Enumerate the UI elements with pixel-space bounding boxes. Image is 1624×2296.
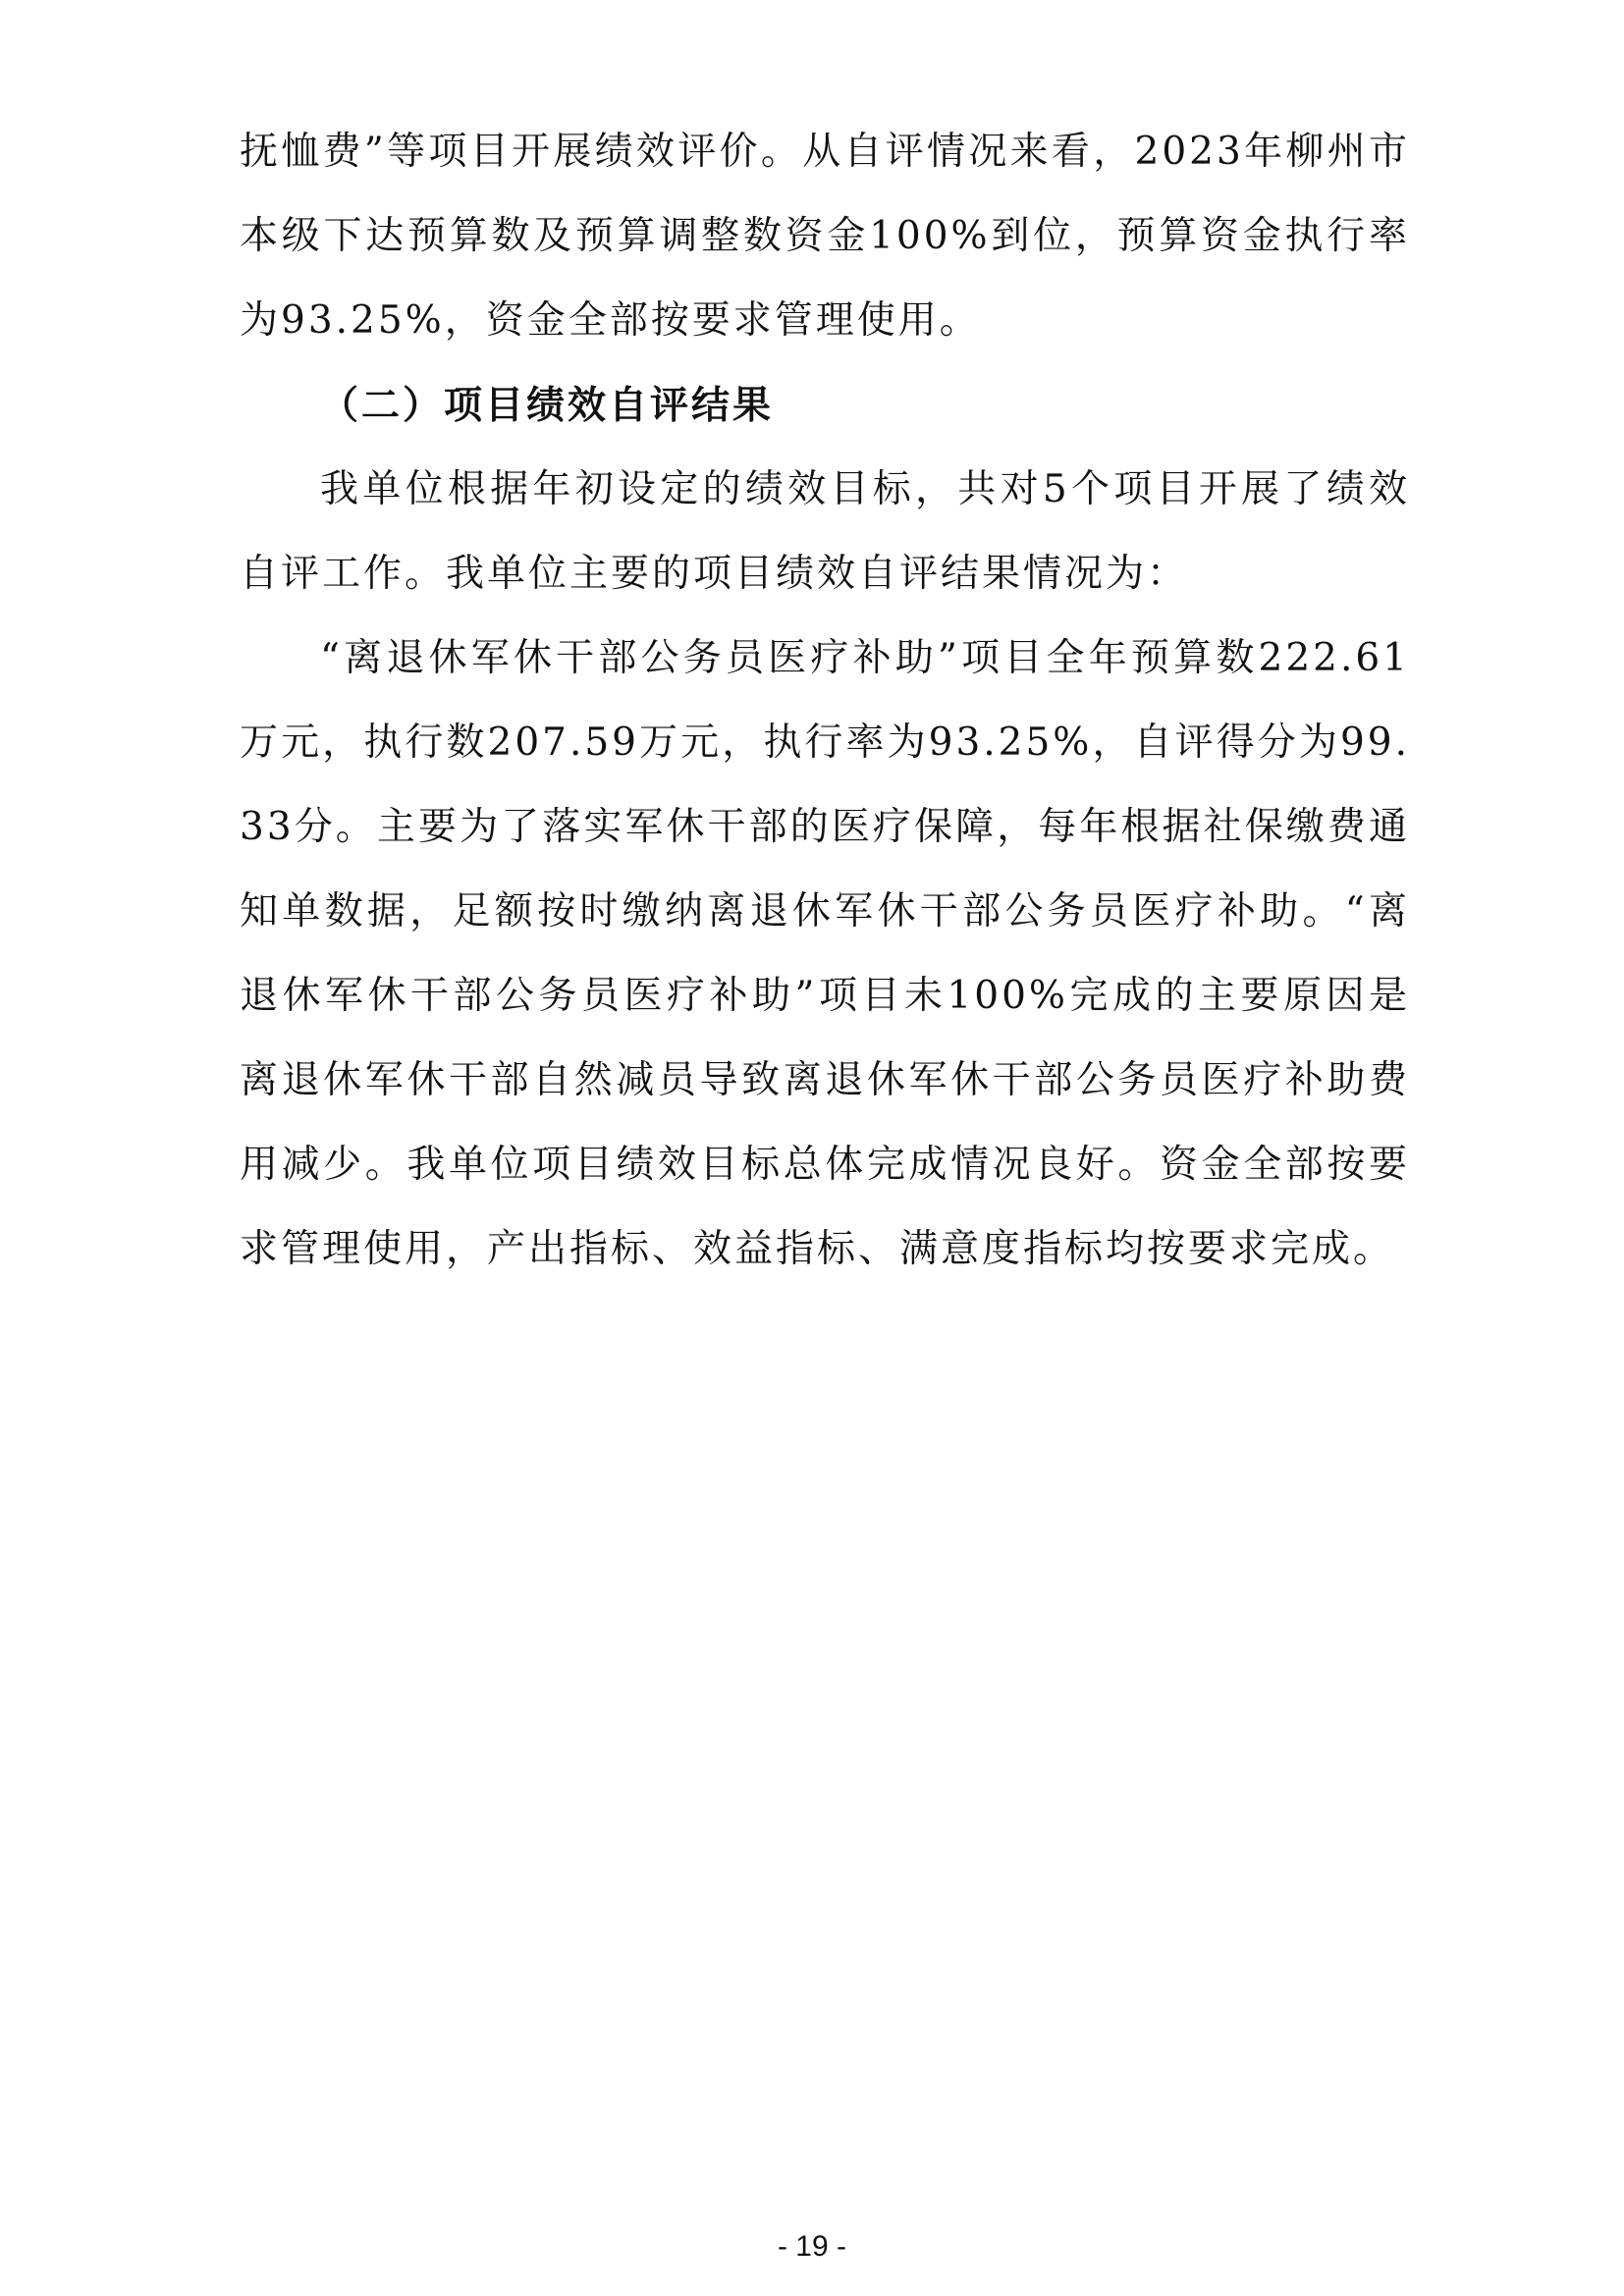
document-body [240, 110, 1410, 1292]
paragraph-medical-subsidy-project: “离退休军休干部公务员医疗补助”项目全年预算数222.61万元，执行数207.59万元，执行率为93.25%，自评得分为99.33分。主要为了落实军休干部的医疗保障，每年根据社保缴费通知单数据，足额按时缴纳离退休军休干部公务员医疗补助。“离退休军休干部公务员医疗补助”项目未100%完成的主要原因是离退休军休干部自然减员导致离退休军休干部公务员医疗补助费用减少。我单位项目绩效目标总体完成情况良好。资金全部按要求管理使用，产出指标、效益指标、满意度指标均按要求完成。 [240, 636, 1410, 1271]
section-heading-project-self-evaluation: （二）项目绩效自评结果 [320, 383, 775, 428]
paragraph-evaluation-summary: 抚恤费”等项目开展绩效评价。从自评情况来看，2023年柳州市本级下达预算数及预算调整数资金100%到位，预算资金执行率为93.25%，资金全部按要求管理使用。 [240, 130, 1410, 343]
page-number: - 19 - [777, 2230, 847, 2263]
paragraph-self-evaluation-intro: 我单位根据年初设定的绩效目标，共对5个项目开展了绩效自评工作。我单位主要的项目绩效自评结果情况为： [240, 467, 1410, 596]
